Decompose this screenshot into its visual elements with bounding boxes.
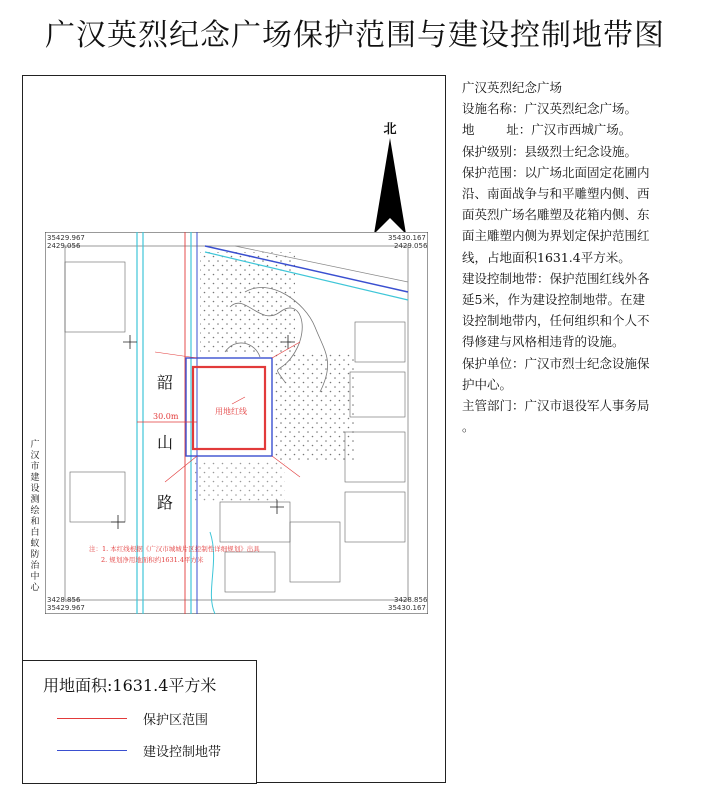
coord-bottom-right-y: 3428.856 <box>394 596 428 604</box>
info-line: 护中心。 <box>462 376 513 392</box>
coord-top-right-y: 2429.056 <box>394 242 428 250</box>
legend-item-protection <box>57 709 247 729</box>
legend-item-control <box>57 741 247 761</box>
coord-top-left-y: 2429.056 <box>47 242 81 250</box>
info-line: 。 <box>462 419 475 435</box>
info-line: 设施名称：广汉英烈纪念广场。 <box>462 101 638 117</box>
map-note-2: 2. 规划净用地面积约1631.4平方米 <box>101 556 204 564</box>
info-line: 延5米，作为建设控制地带。在建 <box>462 292 645 308</box>
legend-label: 保护区范围 <box>143 713 209 728</box>
legend-box <box>22 660 257 784</box>
info-line: 主管部门：广汉市退役军人事务局 <box>462 398 650 414</box>
info-line: 设控制地带内，任何组织和个人不 <box>462 313 650 329</box>
map-note-1: 注：1. 本红线根据《广汉市城城片区控制性详细规划》出具 <box>89 545 260 553</box>
info-line: 地 址：广汉市西城广场。 <box>462 122 632 138</box>
info-line: 沿、南面战争与和平雕塑内侧、西 <box>462 186 650 202</box>
info-panel <box>462 77 684 437</box>
redline-label: 用地红线 <box>215 407 247 416</box>
coord-bottom-left-y: 3428.856 <box>47 596 81 604</box>
road-char-1: 韶 <box>157 373 174 392</box>
north-arrow-icon <box>370 138 410 238</box>
info-line: 面英烈广场名雕塑及花箱内侧、东 <box>462 207 650 223</box>
info-line: 广汉英烈纪念广场 <box>462 80 563 95</box>
site-map[interactable] <box>45 232 428 614</box>
legend-red-line <box>57 718 127 719</box>
page-title: 广汉英烈纪念广场保护范围与建设控制地带图 <box>45 18 665 53</box>
road-width-label: 30.0m <box>153 412 179 421</box>
info-line: 得修建与风格相违背的设施。 <box>462 334 625 350</box>
info-line: 保护级别：县级烈士纪念设施。 <box>462 143 638 159</box>
road-char-3: 路 <box>157 493 174 512</box>
info-line: 面主雕塑内侧为界划定保护范围红 <box>462 228 650 244</box>
site-area-text: 用地面积:1631.4平方米 <box>43 676 217 695</box>
coord-bottom-right-x: 35430.167 <box>388 604 426 612</box>
surveyor-label: 广汉市建设测绘和白蚁防治中心 <box>30 440 40 593</box>
legend-blue-line <box>57 750 127 751</box>
coord-bottom-left-x: 35429.967 <box>47 604 85 612</box>
legend-label: 建设控制地带 <box>143 745 222 760</box>
info-line: 线，占地面积1631.4平方米。 <box>462 249 631 265</box>
coord-top-left-x: 35429.967 <box>47 234 85 242</box>
info-line: 保护范围：以广场北面固定花圃内 <box>462 164 650 180</box>
north-label: 北 <box>383 122 397 137</box>
coord-top-right-x: 35430.167 <box>388 234 426 242</box>
info-line: 建设控制地带：保护范围红线外各 <box>462 270 650 286</box>
road-char-2: 山 <box>157 433 174 452</box>
info-line: 保护单位：广汉市烈士纪念设施保 <box>462 355 650 371</box>
